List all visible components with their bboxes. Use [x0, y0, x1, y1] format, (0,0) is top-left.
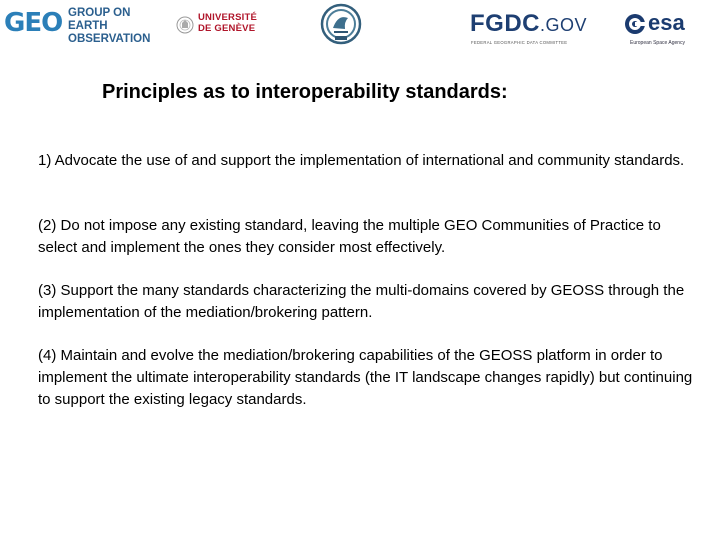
geo-logo-mark: GEO	[4, 8, 63, 38]
logo-bar	[0, 0, 720, 55]
unige-crest-icon	[176, 14, 194, 36]
esa-logo	[624, 10, 716, 50]
esa-emblem-icon	[624, 12, 646, 36]
fgdc-logo	[470, 10, 588, 50]
fgdc-name: FGDC	[470, 10, 540, 37]
slide-title: Principles as to interoperability standards:	[102, 81, 508, 103]
principle-1: 1) Advocate the use of and support the implementation of international and community standards.	[38, 152, 685, 169]
fgdc-suffix: .GOV	[540, 15, 588, 35]
fgdc-logo-sub: FEDERAL GEOGRAPHIC DATA COMMITTEE	[471, 40, 568, 45]
principle-2: (2) Do not impose any existing standard, leaving the multiple GEO Communities of Practice to select and implement the ones they consider most effectively.	[38, 217, 661, 256]
geo-logo-line1: GROUP ON	[68, 7, 131, 19]
unige-logo-line1: UNIVERSITÉ	[198, 12, 258, 23]
esa-logo-name: esa	[648, 10, 685, 35]
geo-logo	[4, 4, 174, 45]
geo-logo-line2: EARTH OBSERVATION	[68, 20, 151, 45]
unige-logo	[176, 12, 256, 42]
principle-3: (3) Support the many standards characterizing the multi-domains covered by GEOSS through the implementation of the mediation/brokering pattern.	[38, 282, 685, 321]
seal-logo	[320, 2, 362, 46]
esa-logo-sub: European Space Agency	[630, 40, 686, 46]
unige-logo-line2: DE GENÈVE	[198, 23, 256, 34]
seal-emblem-icon	[320, 2, 362, 46]
principle-4: (4) Maintain and evolve the mediation/brokering capabilities of the GEOSS platform in order to implement the ultimate interoperability standards (the IT landscape changes rapidly) but continuing to support the existing legacy standards.	[38, 347, 693, 408]
fgdc-logo-name	[470, 10, 587, 38]
geo-logo-text	[68, 7, 174, 46]
